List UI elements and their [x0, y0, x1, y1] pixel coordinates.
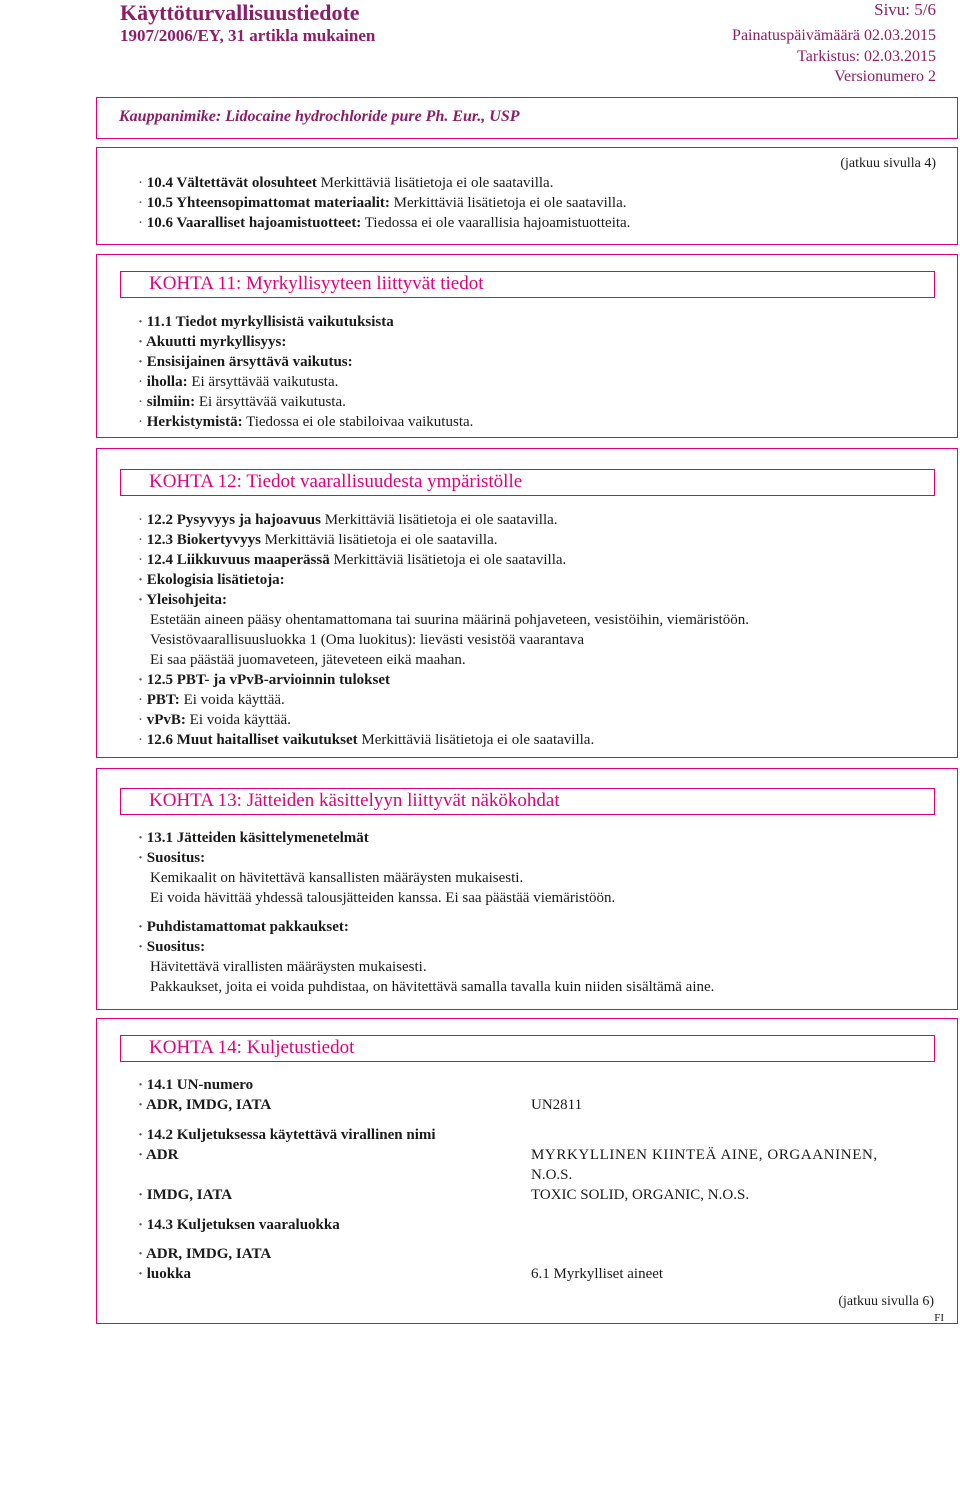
trade-name: Kauppanimike: Lidocaine hydrochloride pure Ph. Eur., USP [119, 108, 520, 125]
un-number-label: · ADR, IMDG, IATA [138, 1097, 272, 1113]
adr-name-value-cont: N.O.S. [531, 1167, 573, 1183]
adr-name-label: · ADR [138, 1147, 179, 1163]
eye-effect: · silmiin: Ei ärsyttävää vaikutusta. [138, 394, 346, 410]
section-10-6: · 10.6 Vaaralliset hajoamistuotteet: Tiedossa ei ole vaarallisia hajoamistuotteita. [138, 215, 631, 231]
section-13-1: · 13.1 Jätteiden käsittelymenetelmät [138, 830, 369, 846]
imdg-iata-name-label: · IMDG, IATA [138, 1187, 233, 1203]
revision-date: Tarkistus: 02.03.2015 [797, 48, 936, 65]
recommendation-1: · Suositus: [138, 850, 206, 866]
section-12-5: · 12.5 PBT- ja vPvB-arvioinnin tulokset [138, 672, 390, 688]
section-14-box [96, 1018, 958, 1324]
recommendation-2-p2: Pakkaukset, joita ei voida puhdistaa, on hävitettävä samalla tavalla kuin niiden sisältämä aine. [150, 979, 715, 995]
section-12-4: · 12.4 Liikkuvuus maaperässä Merkittäviä lisätietoja ei ole saatavilla. [138, 552, 567, 568]
print-date: Painatuspäivämäärä 02.03.2015 [732, 27, 936, 44]
section-10-4: · 10.4 Vältettävät olosuhteet Merkittäviä lisätietoja ei ole saatavilla. [138, 175, 554, 191]
sensitisation: · Herkistymistä: Tiedossa ei ole stabiloivaa vaikutusta. [138, 414, 474, 430]
vpvb-result: · vPvB: Ei voida käyttää. [138, 712, 291, 728]
class-label: · luokka [138, 1266, 191, 1282]
skin-effect: · iholla: Ei ärsyttävää vaikutusta. [138, 374, 339, 390]
section-11-heading-band [120, 271, 935, 298]
continued-from: (jatkuu sivulla 4) [840, 156, 936, 171]
recommendation-1-p2: Ei voida hävittää yhdessä talousjätteiden kanssa. Ei saa päästää viemäristöön. [150, 890, 616, 906]
section-14-heading: KOHTA 14: Kuljetustiedot [149, 1037, 355, 1058]
recommendation-2-p1: Hävitettävä virallisten määräysten mukaisesti. [150, 959, 427, 975]
document-title: Käyttöturvallisuustiedote [120, 0, 360, 25]
ecological-info: · Ekologisia lisätietoja: [138, 572, 285, 588]
section-14-2: · 14.2 Kuljetuksessa käytettävä virallinen nimi [138, 1127, 436, 1143]
adr-name-value: MYRKYLLINEN KIINTEÄ AINE, ORGAANINEN, [531, 1147, 878, 1163]
general-notes: · Yleisohjeita: [138, 592, 228, 608]
class-value: 6.1 Myrkylliset aineet [531, 1266, 664, 1282]
section-12-6: · 12.6 Muut haitalliset vaikutukset Merkittäviä lisätietoja ei ole saatavilla. [138, 732, 595, 748]
uncleaned-packaging: · Puhdistamattomat pakkaukset: [138, 919, 349, 935]
regulation-reference: 1907/2006/EY, 31 artikla mukainen [120, 26, 376, 45]
un-number-value: UN2811 [531, 1097, 583, 1113]
section-13-heading: KOHTA 13: Jätteiden käsittelyyn liittyvät näkökohdat [149, 790, 560, 811]
section-12-2: · 12.2 Pysyvyys ja hajoavuus Merkittäviä lisätietoja ei ole saatavilla. [138, 512, 558, 528]
recommendation-1-p1: Kemikaalit on hävitettävä kansallisten määräysten mukaisesti. [150, 870, 524, 886]
general-notes-p2: Vesistövaarallisuusluokka 1 (Oma luokitus): lievästi vesistöä vaarantava [150, 632, 585, 648]
acute-toxicity: · Akuutti myrkyllisyys: [138, 334, 287, 350]
section-11-heading: KOHTA 11: Myrkyllisyyteen liittyvät tiedot [149, 273, 484, 294]
continued-to: (jatkuu sivulla 6) [838, 1294, 934, 1309]
general-notes-p3: Ei saa päästää juomaveteen, jäteveteen eikä maahan. [150, 652, 466, 668]
section-12-heading: KOHTA 12: Tiedot vaarallisuudesta ympäristölle [149, 471, 523, 492]
recommendation-2: · Suositus: [138, 939, 206, 955]
pbt-result: · PBT: Ei voida käyttää. [138, 692, 285, 708]
version-number: Versionumero 2 [834, 68, 936, 85]
primary-irritant: · Ensisijainen ärsyttävä vaikutus: [138, 354, 353, 370]
section-11-1: · 11.1 Tiedot myrkyllisistä vaikutuksista [138, 314, 394, 330]
trade-name-box [96, 97, 958, 139]
general-notes-p1: Estetään aineen pääsy ohentamattomana tai suurina määrinä pohjaveteen, vesistöihin, viemäristöön. [150, 612, 749, 628]
language-code: FI [934, 1312, 944, 1324]
page-number: Sivu: 5/6 [874, 0, 936, 19]
section-13-heading-band [120, 788, 935, 815]
section-12-heading-band [120, 469, 935, 496]
section-12-3: · 12.3 Biokertyvyys Merkittäviä lisätietoja ei ole saatavilla. [138, 532, 498, 548]
section-10-5: · 10.5 Yhteensopimattomat materiaalit: Merkittäviä lisätietoja ei ole saatavilla. [138, 195, 627, 211]
imdg-iata-name-value: TOXIC SOLID, ORGANIC, N.O.S. [531, 1187, 750, 1203]
section-14-heading-band [120, 1035, 935, 1062]
section-14-3: · 14.3 Kuljetuksen vaaraluokka [138, 1217, 340, 1233]
class-transport-label: · ADR, IMDG, IATA [138, 1246, 272, 1262]
section-14-1: · 14.1 UN-numero [138, 1077, 254, 1093]
